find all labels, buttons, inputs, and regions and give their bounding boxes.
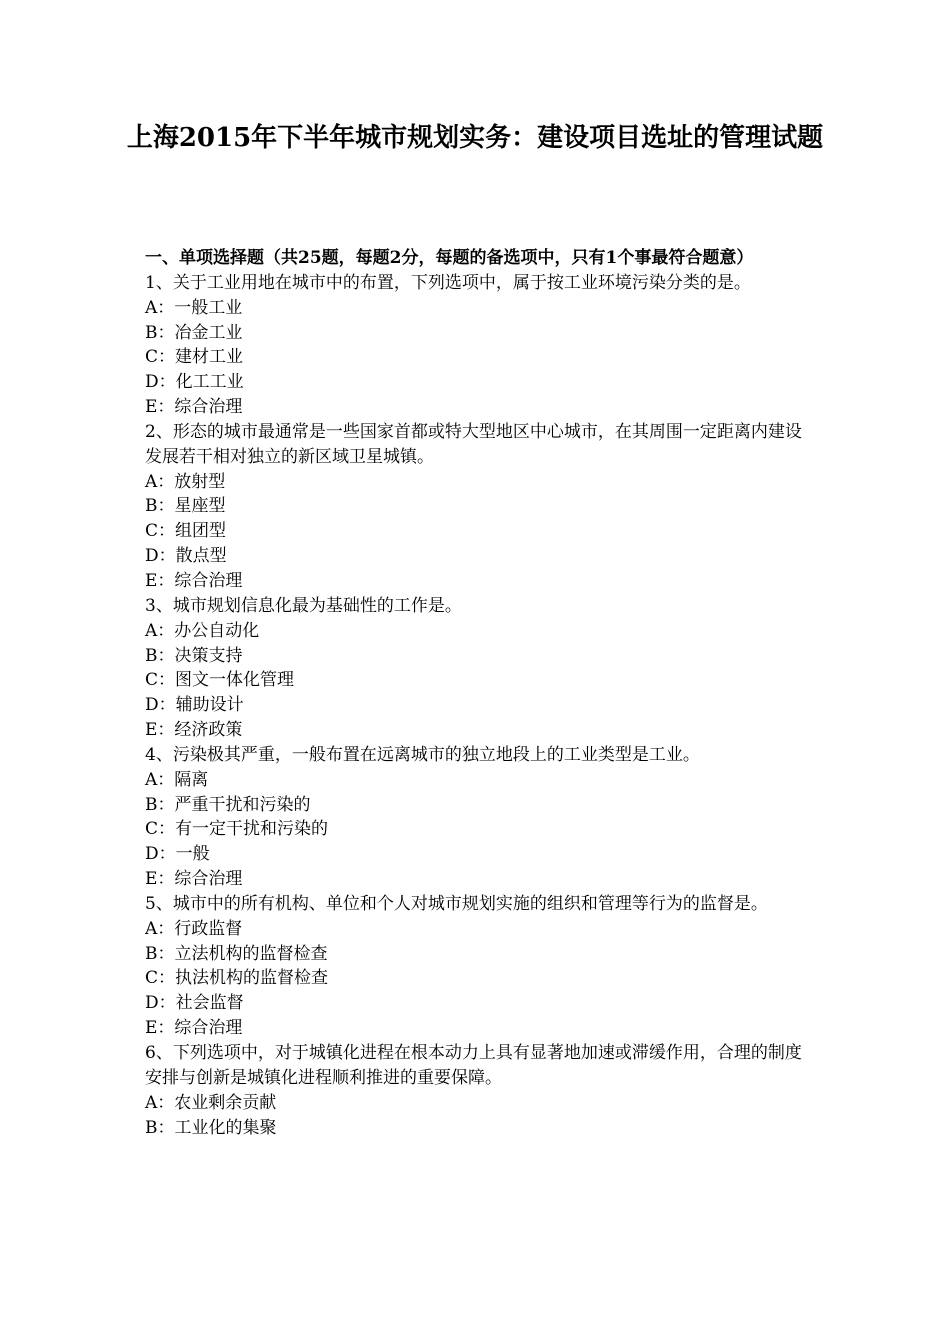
option-c: C：图文一体化管理 <box>145 670 295 691</box>
option-e: E：综合治理 <box>145 1018 243 1039</box>
question-text: 6、下列选项中，对于城镇化进程在根本动力上具有显著地加速或滞缓作用，合理的制度安排与创新是城镇化进程顺利推进的重要保障。 <box>145 1043 802 1088</box>
option-c: C：建材工业 <box>145 347 244 368</box>
option-c: C：组团型 <box>145 521 227 542</box>
option-b: B：立法机构的监督检查 <box>145 943 328 964</box>
option-a: A：放射型 <box>145 471 226 492</box>
option-c: C：执法机构的监督检查 <box>145 968 329 989</box>
question-text: 4、污染极其严重，一般布置在远离城市的独立地段上的工业类型是工业。 <box>145 744 700 765</box>
question-1 <box>145 271 807 420</box>
question-text: 2、形态的城市最通常是一些国家首都或特大型地区中心城市，在其周围一定距离内建设发展若干相对独立的新区域卫星城镇。 <box>145 421 802 467</box>
option-c: C：有一定干扰和污染的 <box>145 819 329 840</box>
question-2 <box>145 420 807 594</box>
option-e: E：经济政策 <box>145 720 243 741</box>
question-text: 3、城市规划信息化最为基础性的工作是。 <box>145 595 462 616</box>
question-text: 1、关于工业用地在城市中的布置，下列选项中，属于按工业环境污染分类的是。 <box>145 272 751 293</box>
question-5 <box>145 892 807 1041</box>
option-d: D：散点型 <box>145 546 227 567</box>
option-e: E：综合治理 <box>145 397 243 418</box>
question-4 <box>145 743 807 892</box>
option-a: A：隔离 <box>145 769 209 790</box>
option-b: B：星座型 <box>145 496 226 517</box>
option-a: A：一般工业 <box>145 297 243 318</box>
document-title: 上海2015年下半年城市规划实务：建设项目选址的管理试题 <box>126 123 824 153</box>
option-d: D：一般 <box>145 844 210 865</box>
option-b: B：决策支持 <box>145 645 243 666</box>
option-a: A：农业剩余贡献 <box>145 1092 277 1113</box>
question-6 <box>145 1041 807 1140</box>
document-body <box>145 246 807 1140</box>
question-3 <box>145 594 807 743</box>
option-e: E：综合治理 <box>145 570 243 591</box>
question-text: 5、城市中的所有机构、单位和个人对城市规划实施的组织和管理等行为的监督是。 <box>145 893 768 914</box>
option-d: D：化工工业 <box>145 372 244 393</box>
option-b: B：严重干扰和污染的 <box>145 794 311 815</box>
option-a: A：办公自动化 <box>145 620 260 641</box>
option-d: D：社会监督 <box>145 993 244 1014</box>
option-a: A：行政监督 <box>145 918 243 939</box>
option-e: E：综合治理 <box>145 869 243 890</box>
option-d: D：辅助设计 <box>145 695 244 716</box>
section-heading: 一、单项选择题（共25题，每题2分，每题的备选项中，只有1个事最符合题意） <box>145 248 754 268</box>
option-b: B：冶金工业 <box>145 322 243 343</box>
option-b: B：工业化的集聚 <box>145 1117 277 1138</box>
